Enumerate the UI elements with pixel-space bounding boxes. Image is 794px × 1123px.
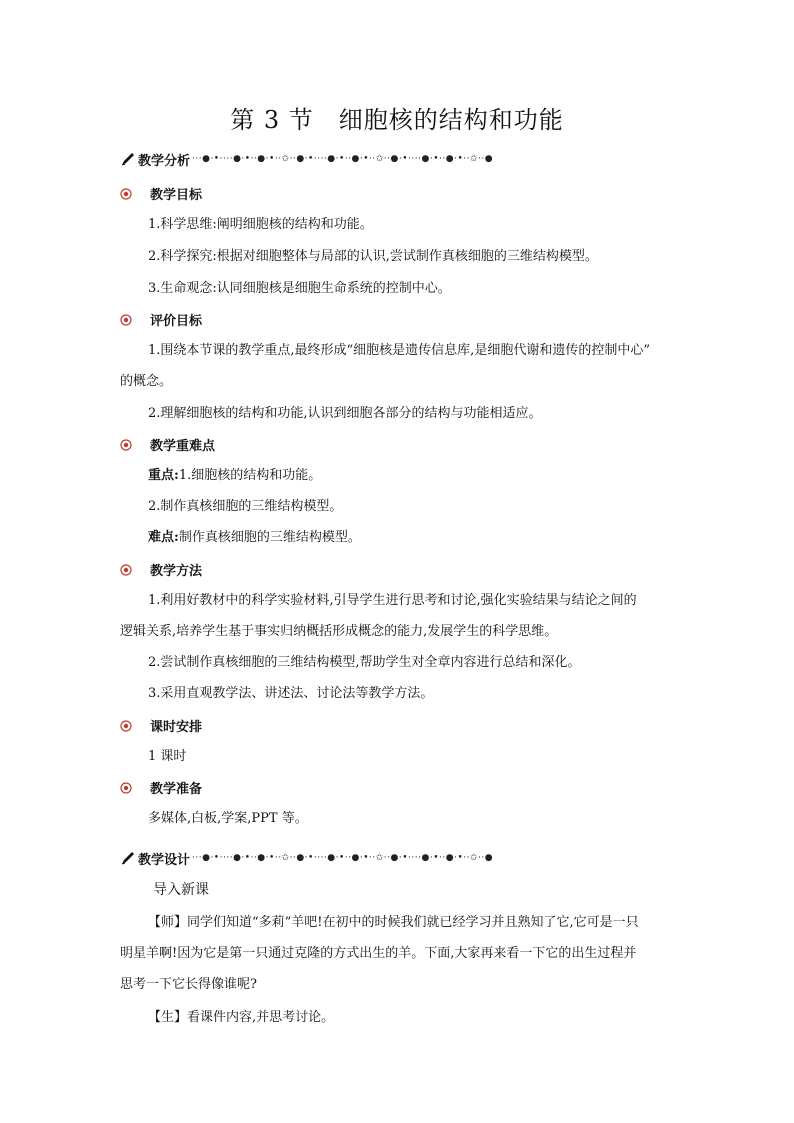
dotted-divider: ···●·•····●·•··●·•··✩··●·•····●·•··●·•··✩··●·•····●·•··●·•··✩··● <box>192 853 494 863</box>
evaluation-item-1-line-2: 的概念。 <box>120 374 173 389</box>
section-bar-design <box>120 847 674 869</box>
subhead-methods <box>120 560 202 579</box>
subhead-preparation-label: 教学准备 <box>150 782 203 797</box>
goal-item-2: 2.科学探究:根据对细胞整体与局部的认识,尝试制作真核细胞的三维结构模型。 <box>148 249 598 264</box>
subhead-goals-label: 教学目标 <box>150 188 203 203</box>
pen-icon <box>120 151 136 167</box>
teacher-line-2: 明星羊啊!因为它是第一只通过克隆的方式出生的羊。下面,大家再来看一下它的出生过程并 <box>120 946 637 961</box>
target-bullet-icon <box>120 439 132 451</box>
subhead-evaluation-label: 评价目标 <box>150 314 203 329</box>
subhead-schedule <box>120 716 202 735</box>
difficulty-text: 制作真核细胞的三维结构模型。 <box>178 530 361 545</box>
goal-item-3: 3.生命观念:认同细胞核是细胞生命系统的控制中心。 <box>148 281 451 296</box>
method-item-3: 3.采用直观教学法、讲述法、讨论法等教学方法。 <box>148 686 434 701</box>
section-label-design: 教学设计 <box>138 852 191 868</box>
target-bullet-icon <box>120 564 132 576</box>
difficulty-label: 难点: <box>148 530 179 545</box>
target-bullet-icon <box>120 188 132 200</box>
page-title: 第 3 节 细胞核的结构和功能 <box>230 106 564 134</box>
method-item-2: 2.尝试制作真核细胞的三维结构模型,帮助学生对全章内容进行总结和深化。 <box>148 655 581 670</box>
dotted-divider: ···●·•····●·•··●·•··✩··●·•····●·•··●·•··✩··●·•····●·•··●·•··✩··● <box>192 154 494 164</box>
subhead-goals <box>120 184 202 203</box>
method-item-1-line-2: 逻辑关系,培养学生基于事实归纳概括形成概念的能力,发展学生的科学思维。 <box>120 624 558 639</box>
key-item-2: 2.制作真核细胞的三维结构模型。 <box>148 499 343 514</box>
preparation-text: 多媒体,白板,学案,PPT 等。 <box>148 811 308 826</box>
key-point-line <box>148 466 321 486</box>
target-bullet-icon <box>120 720 132 732</box>
subhead-methods-label: 教学方法 <box>150 564 203 579</box>
evaluation-item-1-line-1: 1.围绕本节课的教学重点,最终形成“细胞核是遗传信息库,是细胞代谢和遗传的控制中心” <box>148 343 650 358</box>
intro-heading: 导入新课 <box>153 882 209 898</box>
subhead-evaluation <box>120 310 202 329</box>
method-item-1-line-1: 1.利用好教材中的科学实验材料,引导学生进行思考和讨论,强化实验结果与结论之间的 <box>148 593 637 608</box>
subhead-preparation <box>120 778 202 797</box>
key-item-1: 1.细胞核的结构和功能。 <box>178 468 322 483</box>
evaluation-item-2: 2.理解细胞核的结构和功能,认识到细胞各部分的结构与功能相适应。 <box>148 406 542 421</box>
difficulty-line <box>148 528 361 548</box>
target-bullet-icon <box>120 782 132 794</box>
goal-item-1: 1.科学思维:阐明细胞核的结构和功能。 <box>148 217 373 232</box>
key-label: 重点: <box>148 468 179 483</box>
pen-icon <box>120 850 136 866</box>
student-line: 【生】看课件内容,并思考讨论。 <box>148 1010 335 1025</box>
section-label-analysis: 教学分析 <box>138 153 191 169</box>
schedule-text: 1 课时 <box>148 749 187 764</box>
teacher-line-1: 【师】同学们知道“多莉”羊吧!在初中的时候我们就已经学习并且熟知了它,它可是一只 <box>148 915 639 930</box>
subhead-key-points <box>120 435 215 454</box>
subhead-key-points-label: 教学重难点 <box>150 439 216 454</box>
section-bar-analysis <box>120 148 674 170</box>
subhead-schedule-label: 课时安排 <box>150 720 203 735</box>
target-bullet-icon <box>120 314 132 326</box>
teacher-line-3: 思考一下它长得像谁呢? <box>120 977 257 992</box>
